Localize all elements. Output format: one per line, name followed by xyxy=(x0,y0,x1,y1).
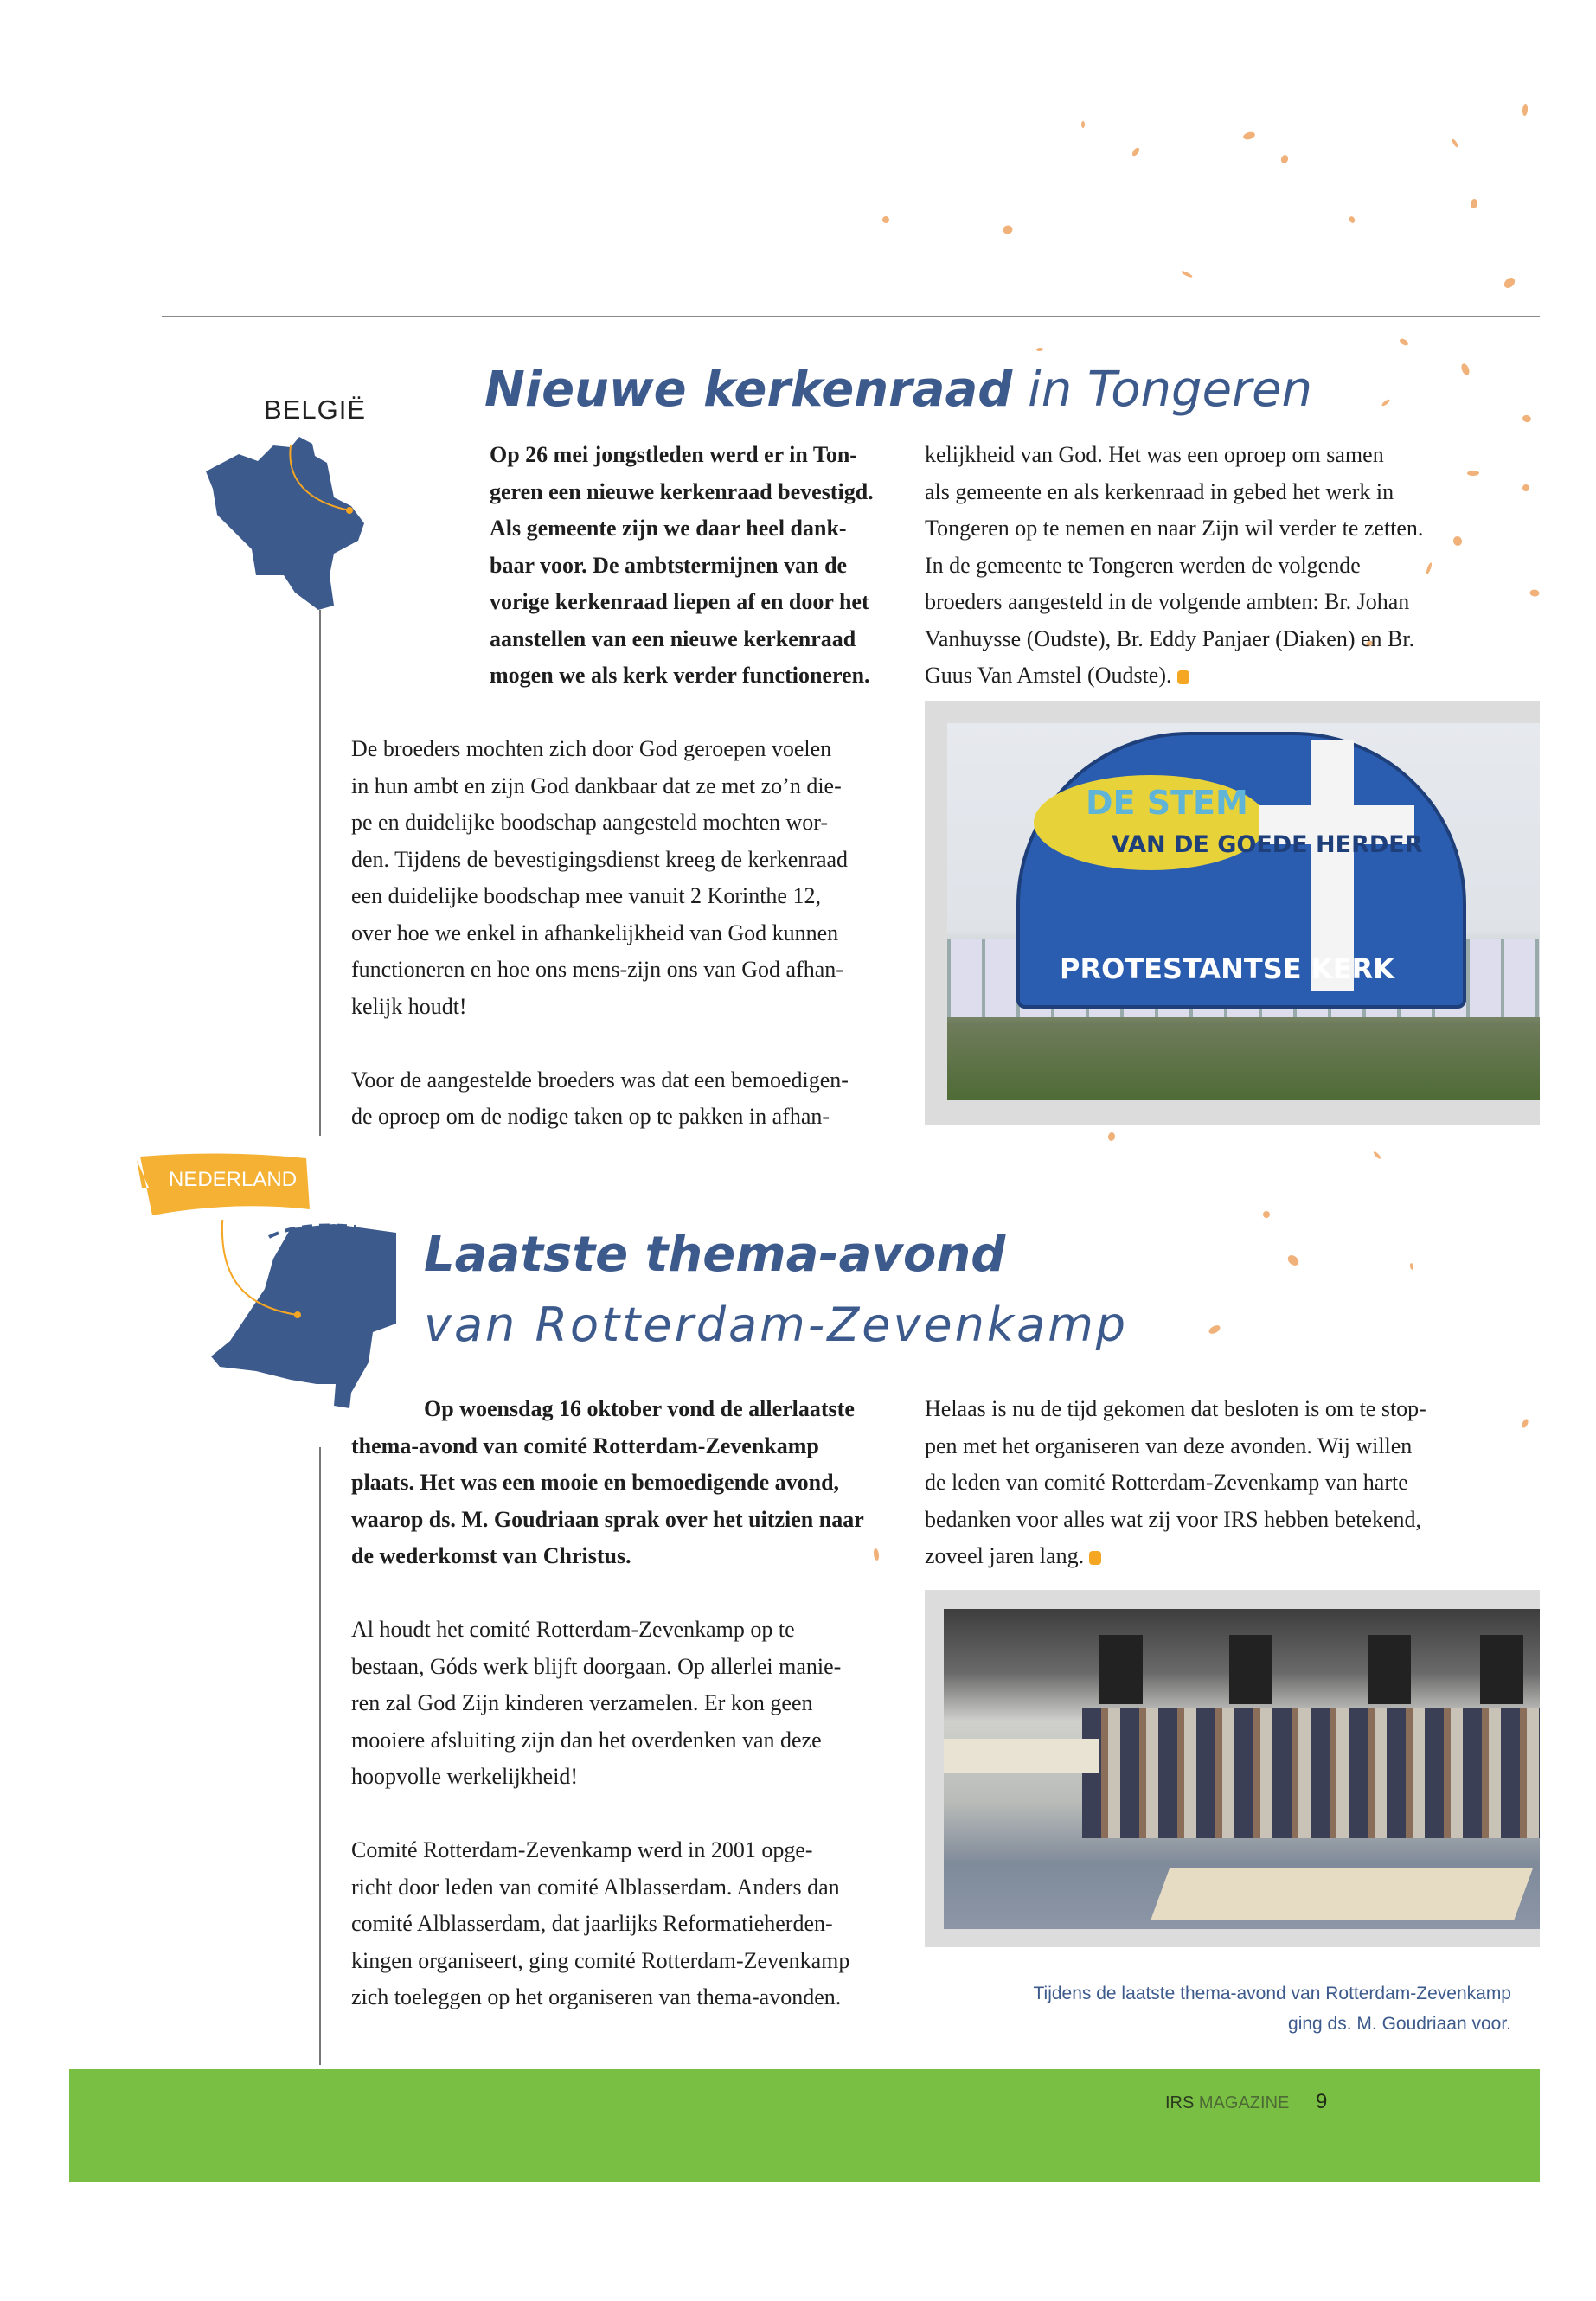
text-line: de leden van comité Rotterdam-Zevenkamp van harte xyxy=(925,1470,1408,1495)
text-line: Voor de aangestelde broeders was dat een bemoedigen- xyxy=(351,1067,849,1093)
confetti-dot xyxy=(1131,146,1140,157)
photo-image xyxy=(944,1609,1540,1929)
text-line: Vanhuysse (Oudste), Br. Eddy Panjaer (Diaken) en Br. xyxy=(925,625,1415,651)
belgium-map-icon xyxy=(204,437,464,614)
article-title-tongeren xyxy=(484,362,1312,418)
photo-image xyxy=(947,723,1540,1100)
confetti-dot xyxy=(1529,589,1540,597)
text-line: Guus Van Amstel (Oudste). xyxy=(925,657,1423,695)
text-line: als gemeente en als kerkenraad in gebed het werk in xyxy=(925,478,1394,504)
photo-caption xyxy=(925,1978,1511,2039)
confetti-dot xyxy=(1522,104,1528,116)
confetti-dot xyxy=(1409,1263,1414,1271)
confetti-dot xyxy=(1003,225,1014,235)
text-line: in hun ambt en zijn God dankbaar dat ze met zo’n die- xyxy=(351,772,842,798)
country-label-belgium: BELGIË xyxy=(264,394,366,425)
text-line: functioneren en hoe ons mens-zijn ons van God afhan- xyxy=(351,957,843,982)
photo-theme-evening xyxy=(925,1590,1540,1947)
confetti-dot xyxy=(1285,1253,1300,1268)
text-line: Tongeren op te nemen en naar Zijn wil verder te zetten. xyxy=(925,516,1424,541)
column2-paragraph xyxy=(925,437,1423,695)
end-mark-icon xyxy=(1177,670,1189,684)
text-line: kingen organiseert, ging comité Rotterdam-Zevenkamp xyxy=(351,1947,850,1973)
text-line: baar voor. De ambtstermijnen van de xyxy=(490,552,848,578)
text-line: De broeders mochten zich door God geroepen voelen xyxy=(351,736,832,761)
confetti-dot xyxy=(1399,337,1410,347)
confetti-dot xyxy=(1502,276,1516,291)
brand-bold: IRS xyxy=(1165,2093,1195,2112)
confetti-dot xyxy=(1181,270,1193,279)
confetti-dot xyxy=(1036,348,1043,352)
text-line: pe en duidelijke boodschap aangesteld mochten wor- xyxy=(351,810,829,835)
text-line: aanstellen van een nieuwe kerkenraad xyxy=(490,625,856,651)
confetti-dot xyxy=(1522,414,1532,423)
confetti-dot xyxy=(1081,121,1085,128)
column2-paragraph xyxy=(925,1391,1426,1575)
text-line: broeders aangesteld in de volgende ambten: Br. Johan xyxy=(925,589,1410,614)
text-line: richt door leden van comité Alblasserdam. Anders dan xyxy=(351,1874,840,1900)
text-line xyxy=(351,1796,849,1833)
confetti-dot xyxy=(1426,562,1433,575)
confetti-dot xyxy=(873,1548,880,1561)
title-light: in Tongeren xyxy=(1012,362,1313,418)
text-line: bedanken voor alles wat zij voor IRS hebben betekend, xyxy=(925,1506,1421,1532)
text-line: waarop ds. M. Goudriaan sprak over het uitzien naar xyxy=(351,1506,864,1532)
confetti-dot xyxy=(1349,215,1356,224)
text-line: de oproep om de nodige taken op te pakken in afhan- xyxy=(351,1104,830,1129)
text-line: Comité Rotterdam-Zevenkamp werd in 2001 opge- xyxy=(351,1837,813,1862)
text-line: In de gemeente te Tongeren werden de volgende xyxy=(925,552,1361,578)
sign-text-de-stem: DE STEM xyxy=(1086,784,1248,822)
top-divider xyxy=(162,316,1540,317)
sign-text-goede-herder: VAN DE GOEDE HERDER xyxy=(1112,831,1423,858)
text-line: plaats. Het was een mooie en bemoedigende avond, xyxy=(351,1470,840,1495)
title-bold: Laatste thema-avond xyxy=(424,1227,1006,1283)
article-title-line1 xyxy=(424,1227,1005,1283)
intro-paragraph xyxy=(490,437,874,695)
confetti-dot xyxy=(1262,1210,1272,1220)
text-line: comité Alblasserdam, dat jaarlijks Reformatieherden- xyxy=(351,1911,833,1936)
confetti-dot xyxy=(1521,1418,1529,1429)
body-paragraph xyxy=(351,1612,849,2016)
text-line: den. Tijdens de bevestigingsdienst kreeg de kerkenraad xyxy=(351,846,849,872)
text-line: Op woensdag 16 oktober vond de allerlaatste xyxy=(424,1396,855,1421)
article-title-line2 xyxy=(424,1298,1128,1352)
confetti-dot xyxy=(1467,471,1479,476)
caption-line: Tijdens de laatste thema-avond van Rotterdam-Zevenkamp xyxy=(1033,1984,1511,2003)
end-mark-icon xyxy=(1089,1551,1101,1565)
text-line: pen met het organiseren van deze avonden. Wij willen xyxy=(925,1433,1413,1458)
text-line: een duidelijke boodschap mee vanuit 2 Korinthe 12, xyxy=(351,883,821,908)
confetti-dot xyxy=(881,215,890,224)
photo-church-sign xyxy=(925,701,1540,1125)
text-line: ren zal God Zijn kinderen verzamelen. Er kon geen xyxy=(351,1690,813,1715)
text-line: thema-avond van comité Rotterdam-Zevenkamp xyxy=(351,1433,819,1458)
text-line: kelijkheid van God. Het was een oproep om samen xyxy=(925,442,1384,467)
caption-line: ging ds. M. Goudriaan voor. xyxy=(1288,2014,1511,2034)
sign-text-protestantse-kerk: PROTESTANTSE KERK xyxy=(1060,952,1394,985)
confetti-dot xyxy=(1460,362,1471,376)
confetti-dot xyxy=(1451,138,1458,148)
text-line: de wederkomst van Christus. xyxy=(351,1543,631,1568)
confetti-dot xyxy=(1373,1150,1382,1160)
intro-paragraph xyxy=(351,1391,864,1575)
text-line: vorige kerkenraad liepen af en door het xyxy=(490,589,869,614)
text-line: zoveel jaren lang. xyxy=(925,1538,1426,1575)
text-line: Op 26 mei jongstleden werd er in Ton- xyxy=(490,442,857,467)
text-line: Als gemeente zijn we daar heel dank- xyxy=(490,516,847,541)
title-light: van Rotterdam-Zevenkamp xyxy=(424,1298,1129,1352)
text-line: Al houdt het comité Rotterdam-Zevenkamp op te xyxy=(351,1617,795,1642)
country-label-nederland: NEDERLAND xyxy=(169,1168,298,1191)
netherlands-map-icon xyxy=(204,1220,403,1414)
confetti-dot xyxy=(1242,131,1256,141)
confetti-dot xyxy=(1381,399,1390,407)
text-line: hoopvolle werkelijkheid! xyxy=(351,1764,579,1789)
page-number: 9 xyxy=(1316,2090,1328,2113)
text-line: mooiere afsluiting zijn dan het overdenken van deze xyxy=(351,1727,822,1753)
title-bold: Nieuwe kerkenraad xyxy=(484,362,1013,418)
confetti-dot xyxy=(1208,1324,1221,1336)
footer-brand xyxy=(1165,2093,1289,2113)
confetti-dot xyxy=(1279,154,1289,164)
text-line: zich toeleggen op het organiseren van thema-avonden. xyxy=(351,1984,842,2009)
text-line xyxy=(351,1025,849,1062)
text-line: kelijk houdt! xyxy=(351,993,467,1019)
article-divider-line xyxy=(319,1447,321,2065)
confetti-dot xyxy=(1470,198,1478,208)
article-divider-line xyxy=(319,610,321,1136)
confetti-dot xyxy=(1521,483,1530,492)
text-line: geren een nieuwe kerkenraad bevestigd. xyxy=(490,478,874,504)
text-line: over hoe we enkel in afhankelijkheid van God kunnen xyxy=(351,920,839,945)
text-line: Helaas is nu de tijd gekomen dat besloten is om te stop- xyxy=(925,1396,1426,1421)
confetti-dot xyxy=(1452,535,1464,547)
text-line: bestaan, Góds werk blijft doorgaan. Op allerlei manie- xyxy=(351,1653,842,1679)
footer-bar xyxy=(69,2069,1540,2182)
confetti-dot xyxy=(1107,1131,1115,1141)
body-paragraph xyxy=(351,731,849,1136)
text-line: mogen we als kerk verder functioneren. xyxy=(490,663,870,688)
brand-light: MAGAZINE xyxy=(1194,2093,1290,2112)
